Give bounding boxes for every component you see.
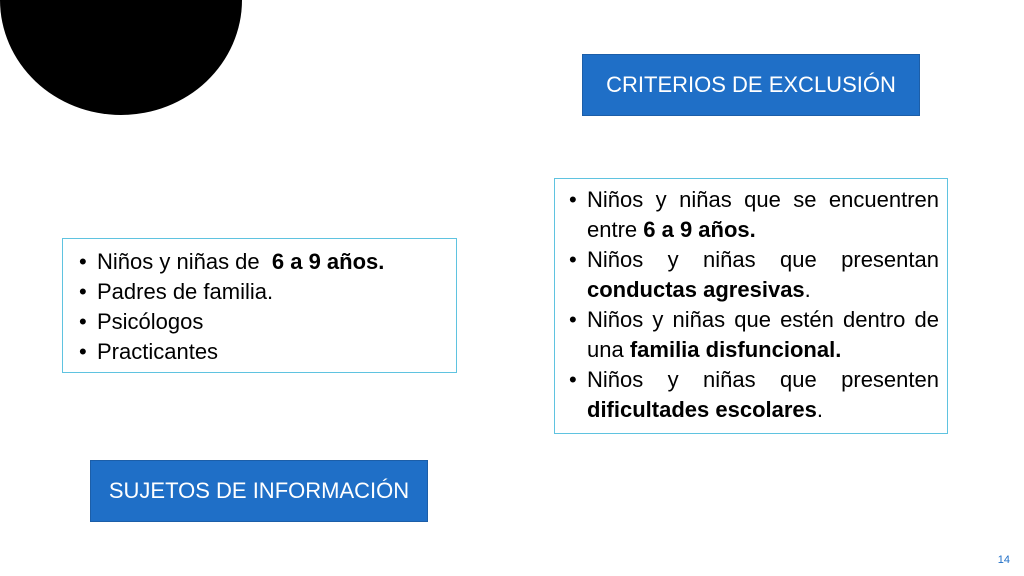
bullet-icon: •	[79, 309, 87, 334]
list-item	[563, 245, 939, 305]
list-item-text: Niños y niñas que presentan	[587, 247, 939, 272]
sujetos-informacion-label	[90, 460, 428, 522]
list-item-bold-text: 6 a 9 años.	[643, 217, 756, 242]
bullet-icon: •	[79, 249, 87, 274]
list-item	[73, 307, 446, 337]
list-item-text: Niños y niñas que estén dentro de una	[587, 307, 939, 362]
sujetos-informacion-list-box	[62, 238, 457, 373]
list-item	[73, 247, 446, 277]
list-item-bold-text: dificultades escolares	[587, 397, 817, 422]
criterios-exclusion-label-text: CRITERIOS DE EXCLUSIÓN	[606, 72, 896, 97]
list-item-text: Practicantes	[97, 339, 219, 364]
list-item-text: Niños y niñas que presenten	[587, 367, 939, 392]
bullet-icon: •	[569, 247, 577, 272]
bullet-icon: •	[569, 187, 577, 212]
page-number: 14	[997, 554, 1010, 566]
criterios-exclusion-label	[582, 54, 920, 116]
list-item	[563, 305, 939, 365]
bullet-icon: •	[569, 307, 577, 332]
list-item-text: Niños y niñas de	[97, 249, 272, 274]
list-item-text: Psicólogos	[97, 309, 204, 334]
bullet-icon: •	[79, 339, 87, 364]
list-item	[73, 337, 446, 367]
list-item-text: Padres de familia.	[97, 279, 274, 304]
sujetos-informacion-label-text: SUJETOS DE INFORMACIÓN	[108, 478, 410, 503]
criterios-exclusion-list	[563, 185, 939, 425]
list-item	[563, 185, 939, 245]
list-item-suffix: .	[816, 397, 824, 422]
list-item	[73, 277, 446, 307]
list-item-bold-text: 6 a 9 años.	[271, 249, 385, 274]
decorative-circle	[0, 0, 242, 115]
list-item-text: Niños y niñas que se encuentren entre	[587, 187, 939, 242]
criterios-exclusion-list-box	[554, 178, 948, 434]
list-item	[563, 365, 939, 425]
list-item-suffix: .	[804, 277, 811, 302]
bullet-icon: •	[79, 279, 87, 304]
list-item-bold-text: familia disfuncional.	[629, 337, 842, 362]
list-item-bold-text: conductas agresivas	[587, 277, 805, 302]
bullet-icon: •	[569, 367, 577, 392]
sujetos-informacion-list	[73, 247, 446, 367]
